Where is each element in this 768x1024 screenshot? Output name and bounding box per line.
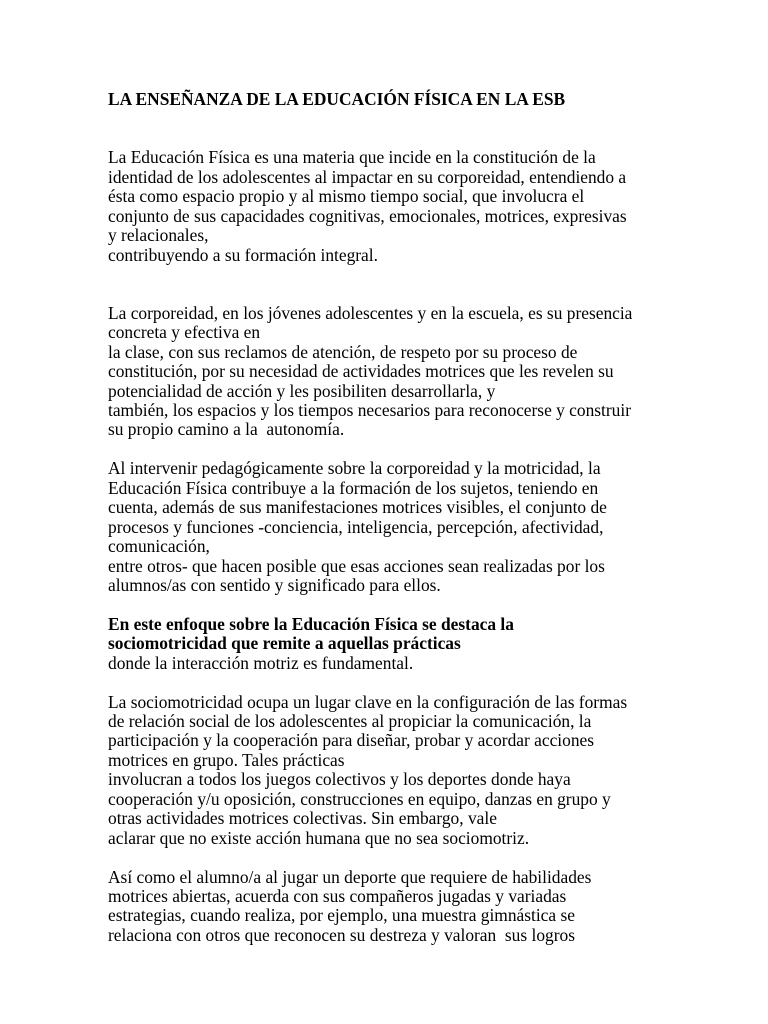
text-line: En este enfoque sobre la Educación Física se destaca la — [108, 613, 514, 634]
blank-line — [108, 129, 748, 148]
text-line: relaciona con otros que reconocen su destreza y valoran sus logros — [108, 924, 575, 945]
text-line: involucran a todos los juegos colectivos y los deportes donde haya — [108, 769, 571, 790]
text-line: Educación Física contribuye a la formación de los sujetos, teniendo en — [108, 477, 599, 498]
text-line: de relación social de los adolescentes al propiciar la comunicación, la — [108, 711, 592, 731]
blank-line — [108, 673, 748, 692]
text-line: procesos y funciones -conciencia, inteligencia, percepción, afectividad, — [108, 516, 604, 537]
text-line: entre otros- que hacen posible que esas acciones sean realizadas por los — [108, 555, 605, 576]
blank-line — [108, 595, 748, 614]
text-line: La sociomotricidad ocupa un lugar clave en la configuración de las formas — [108, 691, 628, 712]
text-line: alumnos/as con sentido y significado para ellos. — [108, 574, 441, 595]
text-line: cuenta, además de sus manifestaciones motrices visibles, el conjunto de — [108, 497, 607, 518]
text-line: constitución, por su necesidad de actividades motrices que les revelen su — [108, 361, 614, 382]
blank-line — [108, 848, 748, 867]
text-line: participación y la cooperación para diseñar, probar y acordar acciones — [108, 730, 594, 751]
text-line: y relacionales, — [108, 225, 209, 246]
text-line: cooperación y/u oposición, construcciones en equipo, danzas en grupo y — [108, 788, 611, 809]
text-line: potencialidad de acción y les posibiliten desarrollarla, y — [108, 380, 496, 401]
text-line: contribuyendo a su formación integral. — [108, 244, 378, 265]
text-line: La corporeidad, en los jóvenes adolescentes y en la escuela, es su presencia — [108, 302, 633, 323]
text-line: comunicación, — [108, 536, 210, 557]
text-line: la clase, con sus reclamos de atención, de respeto por su proceso de — [108, 341, 578, 362]
text-line: Al intervenir pedagógicamente sobre la corporeidad y la motricidad, la — [108, 458, 601, 479]
text-line: motrices en grupo. Tales prácticas — [108, 749, 345, 770]
text-line: sociomotricidad que remite a aquellas prácticas — [108, 633, 461, 654]
text-line: La Educación Física es una materia que incide en la constitución de la — [108, 147, 596, 168]
document-page — [108, 90, 748, 945]
text-line: motrices abiertas, acuerda con sus compañeros jugadas y variadas — [108, 885, 567, 906]
text-line: su propio camino a la autonomía. — [108, 419, 345, 440]
text-line: conjunto de sus capacidades cognitivas, emocionales, motrices, expresivas — [108, 205, 627, 226]
text-line: donde la interacción motriz es fundamental. — [108, 652, 414, 673]
blank-line — [108, 440, 748, 459]
text-line: también, los espacios y los tiempos necesarios para reconocerse y construir — [108, 400, 632, 420]
document-title: LA ENSEÑANZA DE LA EDUCACIÓN FÍSICA EN LA ESB — [108, 89, 566, 109]
text-line: ésta como espacio propio y al mismo tiempo social, que involucra el — [108, 186, 585, 207]
text-line: Así como el alumno/a al jugar un deporte que requiere de habilidades — [108, 866, 592, 887]
blank-line — [108, 109, 748, 128]
text-line: otras actividades motrices colectivas. Sin embargo, vale — [108, 808, 497, 829]
blank-line — [108, 265, 748, 284]
text-line: concreta y efectiva en — [108, 322, 261, 343]
blank-line — [108, 284, 748, 303]
text-line: estrategias, cuando realiza, por ejemplo, una muestra gimnástica se — [108, 905, 575, 926]
text-line: aclarar que no existe acción humana que no sea sociomotriz. — [108, 827, 530, 848]
text-line: identidad de los adolescentes al impactar en su corporeidad, entendiendo a — [108, 166, 627, 187]
